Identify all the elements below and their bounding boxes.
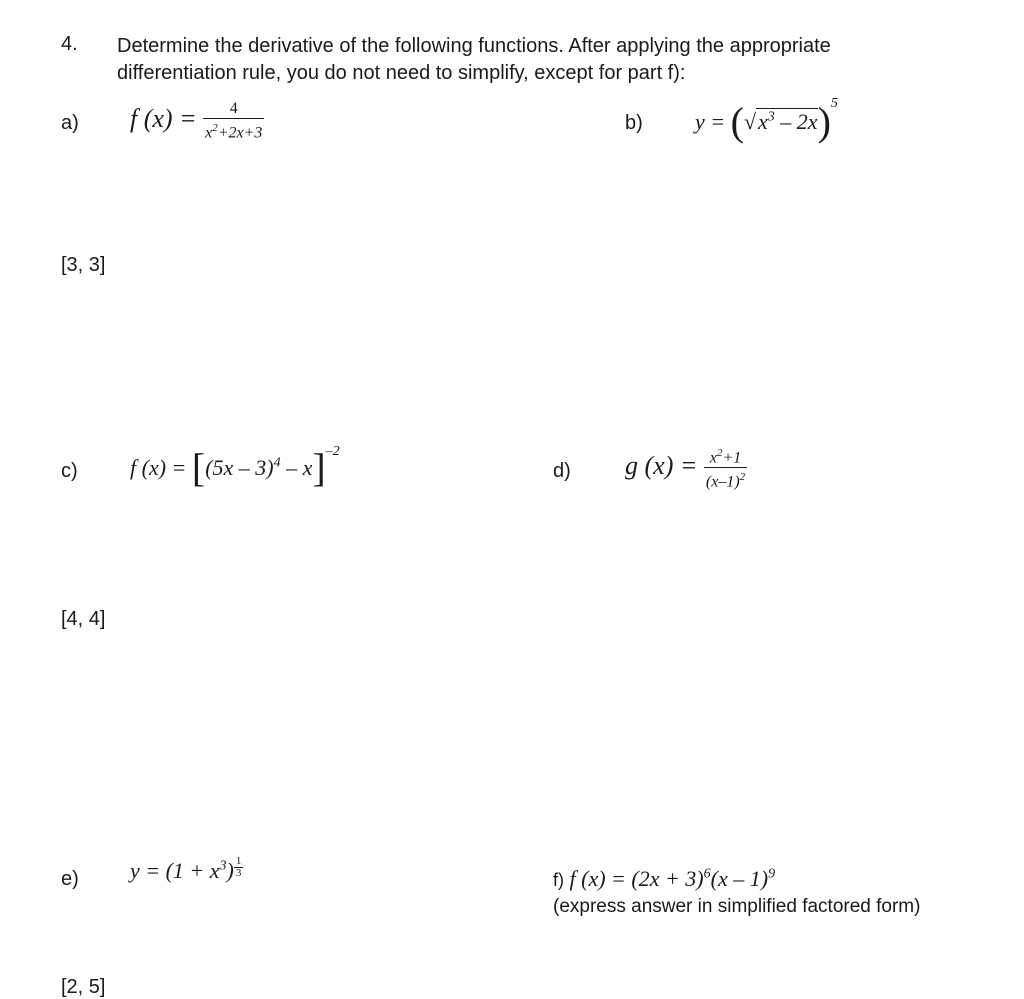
part-e-marks: [2, 5] (61, 976, 106, 998)
part-b-expression (695, 96, 838, 142)
question-instructions (117, 33, 831, 87)
part-b-radicand: $x^3 - 2x$ (758, 109, 818, 134)
part-f-label: f) (553, 870, 564, 890)
part-f-exp2: 9 (768, 866, 776, 882)
part-c-tail: – x (280, 455, 313, 480)
part-c-lhs: f (x) = (130, 455, 187, 480)
part-f-exp1: 6 (703, 866, 711, 882)
part-a-denominator: $x^2+2x+3$ (203, 118, 264, 142)
part-c-inner-exponent: 4 (273, 455, 281, 471)
part-e-x-exponent: 3 (219, 858, 227, 874)
part-e-expression (130, 856, 243, 884)
part-d-label: d) (553, 460, 571, 482)
question-number: 4. (61, 33, 78, 55)
part-d-expression (625, 444, 747, 492)
part-e-label: e) (61, 868, 79, 890)
part-f-note: (express answer in simplified factored form) (553, 896, 921, 917)
part-c-marks: [4, 4] (61, 608, 106, 630)
part-c-label: c) (61, 460, 78, 482)
part-a-numerator: 4 (229, 100, 238, 117)
part-b-close-paren: ) (817, 99, 831, 144)
part-d-lhs: g (x) = (625, 450, 698, 480)
instruction-line-1: Determine the derivative of the following functions. After applying the appropriate (117, 35, 831, 57)
part-b-lhs: y = (695, 109, 726, 134)
part-b-open-paren: ( (730, 99, 744, 144)
part-c-expression (130, 444, 340, 488)
part-a-expression (130, 100, 264, 142)
part-d-denominator: $(x-1)^2$ (704, 467, 747, 491)
part-f-factor1: (2x + 3) (631, 866, 704, 891)
instruction-line-2: differentiation rule, you do not need to simplify, except for part f): (117, 62, 686, 84)
part-f-factor2: (x – 1) (710, 866, 769, 891)
part-d-fraction (704, 444, 747, 492)
part-c-close-bracket: ] (312, 445, 326, 490)
part-a-marks: [3, 3] (61, 254, 106, 276)
part-f-lhs: f (x) = (569, 866, 626, 891)
part-b-outer-exponent: 5 (830, 96, 838, 111)
part-a-fraction (203, 100, 264, 142)
part-c-inner: (5x – 3) (205, 455, 274, 480)
part-a-label: a) (61, 112, 79, 134)
part-e-close: ) (226, 858, 234, 883)
part-e-base: y = (1 + x (130, 858, 220, 883)
part-c-open-bracket: [ (191, 445, 206, 490)
part-b-label: b) (625, 112, 643, 134)
part-a-lhs: f (x) = (130, 104, 197, 134)
part-e-fraction-exponent: $\frac{1}{3}$ (235, 855, 242, 879)
radical-icon: √ (743, 109, 757, 134)
part-f-expression (553, 866, 775, 892)
part-c-outer-exponent: –2 (325, 444, 340, 459)
part-d-numerator: $x^2+1$ (709, 447, 742, 467)
